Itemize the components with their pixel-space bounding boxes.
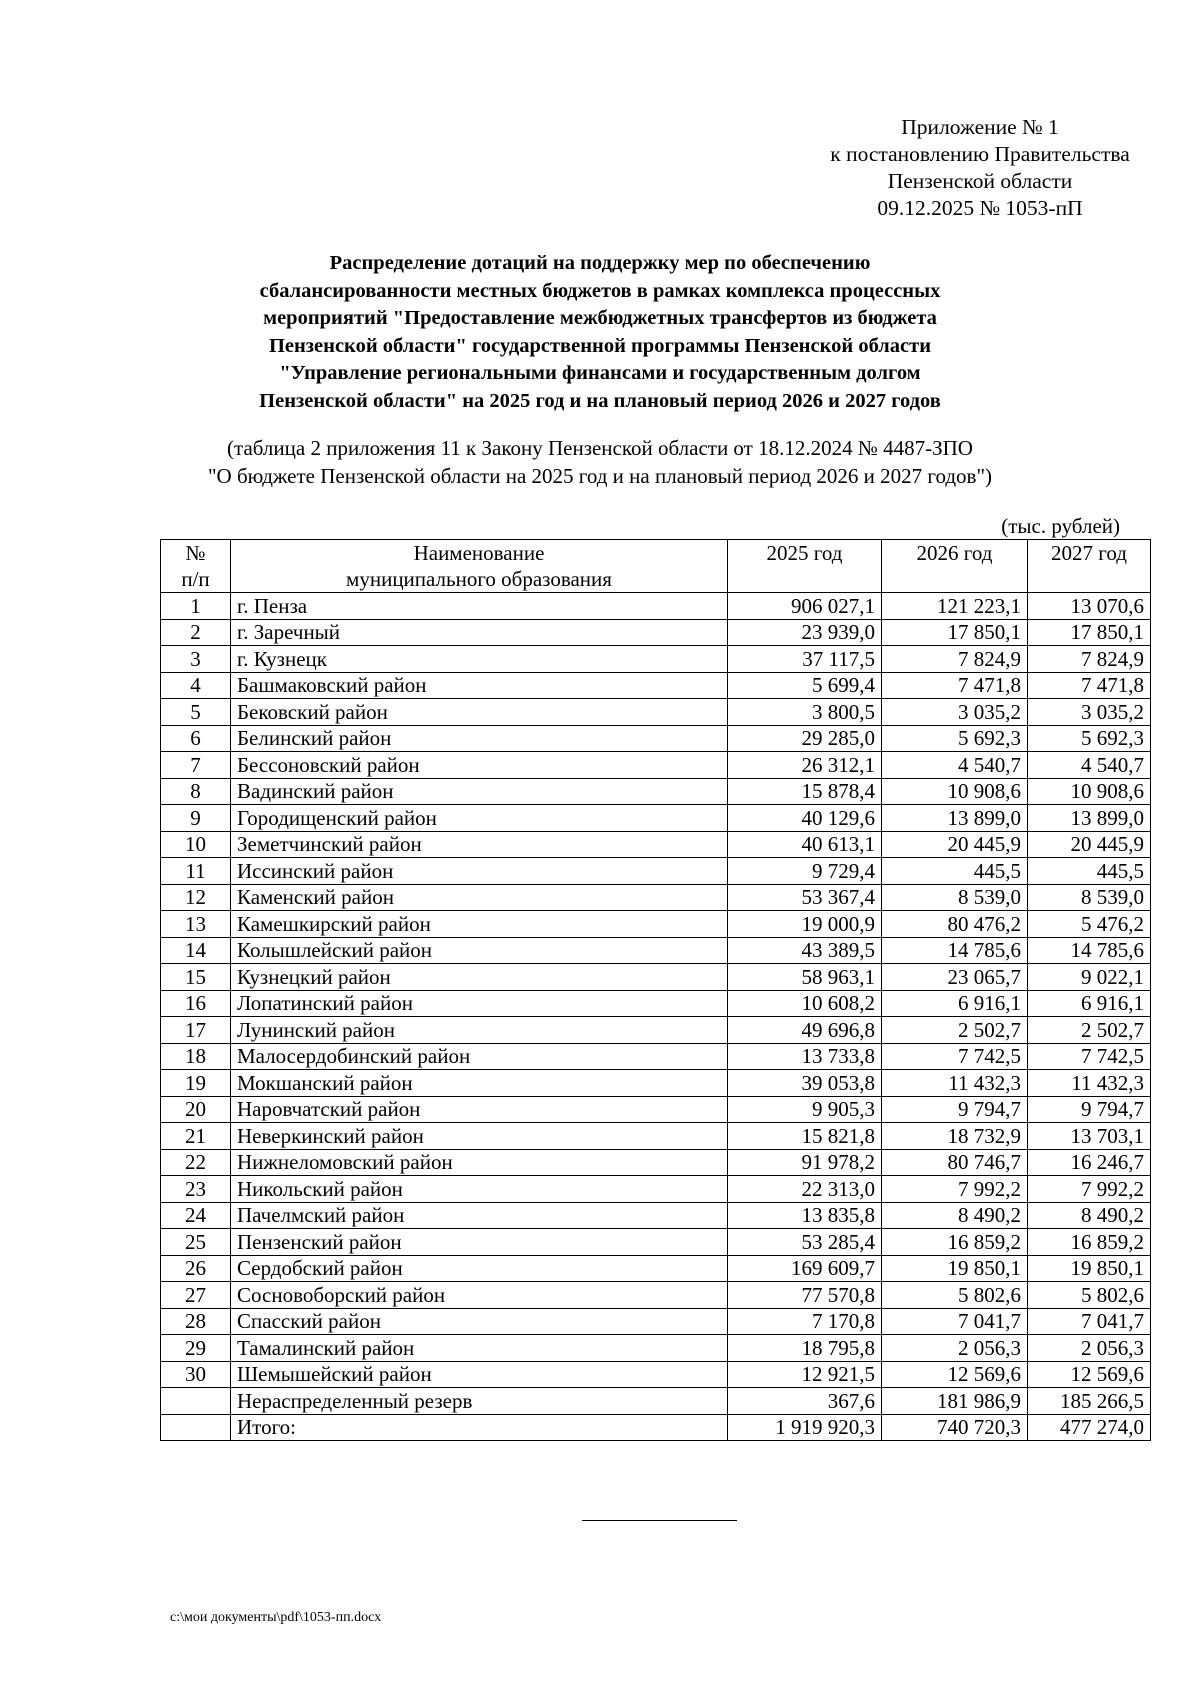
table-row	[161, 805, 1151, 832]
value-2027-cell: 9 022,1	[1028, 964, 1151, 991]
table-row	[161, 646, 1151, 673]
row-number-cell: 21	[161, 1123, 231, 1150]
value-2026-cell: 5 802,6	[882, 1282, 1028, 1309]
value-2025-cell: 13 733,8	[728, 1043, 882, 1070]
table-row	[161, 1282, 1151, 1309]
appendix-line-1: Приложение № 1	[901, 115, 1059, 139]
table-row	[161, 1176, 1151, 1203]
value-2026-cell: 5 692,3	[882, 725, 1028, 752]
value-2026-cell: 19 850,1	[882, 1255, 1028, 1282]
municipality-name-cell: Бессоновский район	[231, 752, 728, 779]
table-row	[161, 619, 1151, 646]
source-line-2: "О бюджете Пензенской области на 2025 год и на плановый период 2026 и 2027 годов")	[207, 464, 993, 488]
municipality-name-cell: г. Заречный	[231, 619, 728, 646]
table-row	[161, 831, 1151, 858]
value-2027-cell: 3 035,2	[1028, 699, 1151, 726]
municipality-name-cell: Каменский район	[231, 884, 728, 911]
municipality-name-cell: Шемышейский район	[231, 1361, 728, 1388]
value-2025-cell: 43 389,5	[728, 937, 882, 964]
row-number-cell: 18	[161, 1043, 231, 1070]
row-number-cell: 27	[161, 1282, 231, 1309]
municipality-name-cell: Сосновоборский район	[231, 1282, 728, 1309]
municipality-name-cell: Спасский район	[231, 1308, 728, 1335]
value-2026-cell: 2 056,3	[882, 1335, 1028, 1362]
municipality-name-cell: Башмаковский район	[231, 672, 728, 699]
value-2026-cell: 9 794,7	[882, 1096, 1028, 1123]
row-number-cell: 9	[161, 805, 231, 832]
value-2026-cell: 16 859,2	[882, 1229, 1028, 1256]
value-2026-cell: 6 916,1	[882, 990, 1028, 1017]
row-number-cell: 26	[161, 1255, 231, 1282]
table-header-row	[161, 540, 1151, 593]
value-2027-cell: 2 502,7	[1028, 1017, 1151, 1044]
value-2025-cell: 77 570,8	[728, 1282, 882, 1309]
table-row	[161, 1255, 1151, 1282]
value-2025-cell: 9 729,4	[728, 858, 882, 885]
value-2027-cell: 13 703,1	[1028, 1123, 1151, 1150]
source-reference	[160, 434, 1040, 490]
table-row	[161, 672, 1151, 699]
row-number-cell: 7	[161, 752, 231, 779]
value-2027-cell: 6 916,1	[1028, 990, 1151, 1017]
value-2026-cell: 2 502,7	[882, 1017, 1028, 1044]
municipality-name-cell: Пачелмский район	[231, 1202, 728, 1229]
value-2025-cell: 169 609,7	[728, 1255, 882, 1282]
value-2026-cell: 7 471,8	[882, 672, 1028, 699]
row-number-cell: 20	[161, 1096, 231, 1123]
table-row	[161, 858, 1151, 885]
header-name-line-1: Наименование	[413, 541, 545, 565]
value-2026-cell: 8 490,2	[882, 1202, 1028, 1229]
row-number-cell: 23	[161, 1176, 231, 1203]
value-2026-cell: 121 223,1	[882, 593, 1028, 620]
table-row	[161, 1229, 1151, 1256]
value-2025-cell: 7 170,8	[728, 1308, 882, 1335]
row-number-cell: 12	[161, 884, 231, 911]
row-number-cell: 11	[161, 858, 231, 885]
municipality-name-cell: Иссинский район	[231, 858, 728, 885]
value-2027-cell: 7 742,5	[1028, 1043, 1151, 1070]
municipality-name-cell: Пензенский район	[231, 1229, 728, 1256]
title-line-5: "Управление региональными финансами и государственным долгом	[279, 362, 921, 384]
row-number-cell: 17	[161, 1017, 231, 1044]
value-2027-cell: 20 445,9	[1028, 831, 1151, 858]
table-row	[161, 964, 1151, 991]
row-number-cell: 22	[161, 1149, 231, 1176]
value-2027-cell: 445,5	[1028, 858, 1151, 885]
table-row	[161, 593, 1151, 620]
row-number-cell: 28	[161, 1308, 231, 1335]
value-2027-cell: 8 490,2	[1028, 1202, 1151, 1229]
appendix-line-4: 09.12.2025 № 1053-пП	[877, 196, 1083, 220]
value-2026-cell: 23 065,7	[882, 964, 1028, 991]
table-row	[161, 1017, 1151, 1044]
municipality-name-cell: Вадинский район	[231, 778, 728, 805]
value-2026-cell: 7 992,2	[882, 1176, 1028, 1203]
value-2027-cell: 13 070,6	[1028, 593, 1151, 620]
municipality-name-cell: Белинский район	[231, 725, 728, 752]
units-label: (тыс. рублей)	[1001, 514, 1120, 538]
municipality-name-cell: Городищенский район	[231, 805, 728, 832]
row-number-cell: 8	[161, 778, 231, 805]
header-2027: 2027 год	[1028, 540, 1151, 593]
appendix-line-2: к постановлению Правительства	[830, 142, 1130, 166]
row-number-cell: 15	[161, 964, 231, 991]
municipality-name-cell: Малосердобинский район	[231, 1043, 728, 1070]
title-line-6: Пензенской области" на 2025 год и на плановый период 2026 и 2027 годов	[259, 389, 941, 412]
table-row	[161, 1335, 1151, 1362]
value-2025-cell: 22 313,0	[728, 1176, 882, 1203]
municipality-name-cell: г. Кузнецк	[231, 646, 728, 673]
table-row	[161, 752, 1151, 779]
value-2027-cell: 7 041,7	[1028, 1308, 1151, 1335]
value-2027-cell: 2 056,3	[1028, 1335, 1151, 1362]
header-number-line-1: №	[185, 541, 206, 565]
value-2025-cell: 23 939,0	[728, 619, 882, 646]
value-2025-cell: 15 878,4	[728, 778, 882, 805]
header-name	[231, 540, 728, 593]
value-2027-cell: 5 802,6	[1028, 1282, 1151, 1309]
table-row	[161, 1043, 1151, 1070]
row-number-cell: 2	[161, 619, 231, 646]
value-2025-cell: 29 285,0	[728, 725, 882, 752]
distribution-table	[160, 539, 1151, 1441]
value-2026-cell: 18 732,9	[882, 1123, 1028, 1150]
row-number-cell	[161, 1388, 231, 1415]
row-number-cell: 29	[161, 1335, 231, 1362]
municipality-name-cell: Колышлейский район	[231, 937, 728, 964]
municipality-name-cell: Лунинский район	[231, 1017, 728, 1044]
value-2026-cell: 181 986,9	[882, 1388, 1028, 1415]
value-2026-cell: 80 746,7	[882, 1149, 1028, 1176]
header-number-line-2: п/п	[181, 567, 210, 591]
value-2027-cell: 5 476,2	[1028, 911, 1151, 938]
municipality-name-cell: г. Пенза	[231, 593, 728, 620]
value-2025-cell: 40 129,6	[728, 805, 882, 832]
municipality-name-cell: Наровчатский район	[231, 1096, 728, 1123]
table-row	[161, 1123, 1151, 1150]
value-2025-cell: 53 285,4	[728, 1229, 882, 1256]
value-2026-cell: 20 445,9	[882, 831, 1028, 858]
value-2025-cell: 40 613,1	[728, 831, 882, 858]
municipality-name-cell: Земетчинский район	[231, 831, 728, 858]
value-2025-cell: 39 053,8	[728, 1070, 882, 1097]
value-2025-cell: 13 835,8	[728, 1202, 882, 1229]
value-2027-cell: 11 432,3	[1028, 1070, 1151, 1097]
row-number-cell: 14	[161, 937, 231, 964]
municipality-name-cell: Неверкинский район	[231, 1123, 728, 1150]
value-2026-cell: 14 785,6	[882, 937, 1028, 964]
value-2025-cell: 26 312,1	[728, 752, 882, 779]
title-line-3: мероприятий "Предоставление межбюджетных трансфертов из бюджета	[263, 307, 937, 329]
value-2027-cell: 185 266,5	[1028, 1388, 1151, 1415]
title-line-1: Распределение дотаций на поддержку мер по обеспечению	[329, 252, 871, 274]
value-2027-cell: 7 992,2	[1028, 1176, 1151, 1203]
row-number-cell: 25	[161, 1229, 231, 1256]
row-number-cell: 19	[161, 1070, 231, 1097]
municipality-name-cell: Камешкирский район	[231, 911, 728, 938]
municipality-name-cell: Кузнецкий район	[231, 964, 728, 991]
table-row	[161, 937, 1151, 964]
value-2025-cell: 91 978,2	[728, 1149, 882, 1176]
municipality-name-cell: Итого:	[231, 1414, 728, 1441]
value-2025-cell: 53 367,4	[728, 884, 882, 911]
value-2026-cell: 3 035,2	[882, 699, 1028, 726]
value-2027-cell: 4 540,7	[1028, 752, 1151, 779]
table-row	[161, 1149, 1151, 1176]
value-2027-cell: 7 471,8	[1028, 672, 1151, 699]
value-2025-cell: 12 921,5	[728, 1361, 882, 1388]
municipality-name-cell: Нераспределенный резерв	[231, 1388, 728, 1415]
value-2025-cell: 906 027,1	[728, 593, 882, 620]
value-2025-cell: 37 117,5	[728, 646, 882, 673]
municipality-name-cell: Лопатинский район	[231, 990, 728, 1017]
value-2027-cell: 14 785,6	[1028, 937, 1151, 964]
header-number	[161, 540, 231, 593]
table-row	[161, 911, 1151, 938]
table-row	[161, 1308, 1151, 1335]
value-2025-cell: 10 608,2	[728, 990, 882, 1017]
value-2025-cell: 15 821,8	[728, 1123, 882, 1150]
value-2025-cell: 367,6	[728, 1388, 882, 1415]
value-2027-cell: 10 908,6	[1028, 778, 1151, 805]
value-2026-cell: 4 540,7	[882, 752, 1028, 779]
value-2026-cell: 740 720,3	[882, 1414, 1028, 1441]
title-line-4: Пензенской области" государственной программы Пензенской области	[268, 334, 932, 357]
value-2027-cell: 8 539,0	[1028, 884, 1151, 911]
header-2025: 2025 год	[728, 540, 882, 593]
value-2027-cell: 13 899,0	[1028, 805, 1151, 832]
table-body	[161, 593, 1151, 1441]
row-number-cell: 30	[161, 1361, 231, 1388]
row-number-cell: 3	[161, 646, 231, 673]
table-row	[161, 1070, 1151, 1097]
value-2025-cell: 9 905,3	[728, 1096, 882, 1123]
municipality-name-cell: Бековский район	[231, 699, 728, 726]
value-2025-cell: 19 000,9	[728, 911, 882, 938]
value-2027-cell: 16 859,2	[1028, 1229, 1151, 1256]
municipality-name-cell: Мокшанский район	[231, 1070, 728, 1097]
value-2025-cell: 5 699,4	[728, 672, 882, 699]
value-2027-cell: 477 274,0	[1028, 1414, 1151, 1441]
value-2027-cell: 5 692,3	[1028, 725, 1151, 752]
municipality-name-cell: Тамалинский район	[231, 1335, 728, 1362]
header-name-line-2: муниципального образования	[346, 567, 612, 591]
value-2025-cell: 18 795,8	[728, 1335, 882, 1362]
value-2025-cell: 49 696,8	[728, 1017, 882, 1044]
value-2026-cell: 12 569,6	[882, 1361, 1028, 1388]
row-number-cell: 13	[161, 911, 231, 938]
value-2027-cell: 9 794,7	[1028, 1096, 1151, 1123]
table-row	[161, 725, 1151, 752]
value-2026-cell: 7 824,9	[882, 646, 1028, 673]
table-row	[161, 1202, 1151, 1229]
source-line-1: (таблица 2 приложения 11 к Закону Пензенской области от 18.12.2024 № 4487-ЗПО	[227, 436, 973, 460]
value-2027-cell: 19 850,1	[1028, 1255, 1151, 1282]
row-number-cell: 1	[161, 593, 231, 620]
file-path-footer: c:\мои документы\pdf\1053-пп.docx	[170, 1610, 382, 1625]
row-number-cell: 6	[161, 725, 231, 752]
value-2027-cell: 7 824,9	[1028, 646, 1151, 673]
value-2026-cell: 17 850,1	[882, 619, 1028, 646]
row-number-cell: 10	[161, 831, 231, 858]
title-line-2: сбалансированности местных бюджетов в рамках комплекса процессных	[259, 279, 941, 302]
row-number-cell	[161, 1414, 231, 1441]
value-2026-cell: 10 908,6	[882, 778, 1028, 805]
municipality-name-cell: Нижнеломовский район	[231, 1149, 728, 1176]
value-2026-cell: 7 041,7	[882, 1308, 1028, 1335]
value-2025-cell: 58 963,1	[728, 964, 882, 991]
municipality-name-cell: Никольский район	[231, 1176, 728, 1203]
value-2027-cell: 12 569,6	[1028, 1361, 1151, 1388]
table-row	[161, 884, 1151, 911]
row-number-cell: 16	[161, 990, 231, 1017]
value-2026-cell: 8 539,0	[882, 884, 1028, 911]
appendix-line-3: Пензенской области	[887, 169, 1073, 193]
table-row	[161, 990, 1151, 1017]
separator-line	[582, 1520, 737, 1521]
value-2026-cell: 13 899,0	[882, 805, 1028, 832]
header-2026: 2026 год	[882, 540, 1028, 593]
value-2027-cell: 17 850,1	[1028, 619, 1151, 646]
table-row	[161, 1414, 1151, 1441]
appendix-header	[780, 114, 1180, 222]
value-2026-cell: 11 432,3	[882, 1070, 1028, 1097]
value-2025-cell: 3 800,5	[728, 699, 882, 726]
row-number-cell: 5	[161, 699, 231, 726]
municipality-name-cell: Сердобский район	[231, 1255, 728, 1282]
value-2026-cell: 7 742,5	[882, 1043, 1028, 1070]
row-number-cell: 4	[161, 672, 231, 699]
value-2027-cell: 16 246,7	[1028, 1149, 1151, 1176]
table-row	[161, 778, 1151, 805]
table-row	[161, 699, 1151, 726]
value-2025-cell: 1 919 920,3	[728, 1414, 882, 1441]
table-row	[161, 1361, 1151, 1388]
value-2026-cell: 445,5	[882, 858, 1028, 885]
table-row	[161, 1388, 1151, 1415]
value-2026-cell: 80 476,2	[882, 911, 1028, 938]
document-title	[200, 250, 1000, 415]
row-number-cell: 24	[161, 1202, 231, 1229]
table-row	[161, 1096, 1151, 1123]
